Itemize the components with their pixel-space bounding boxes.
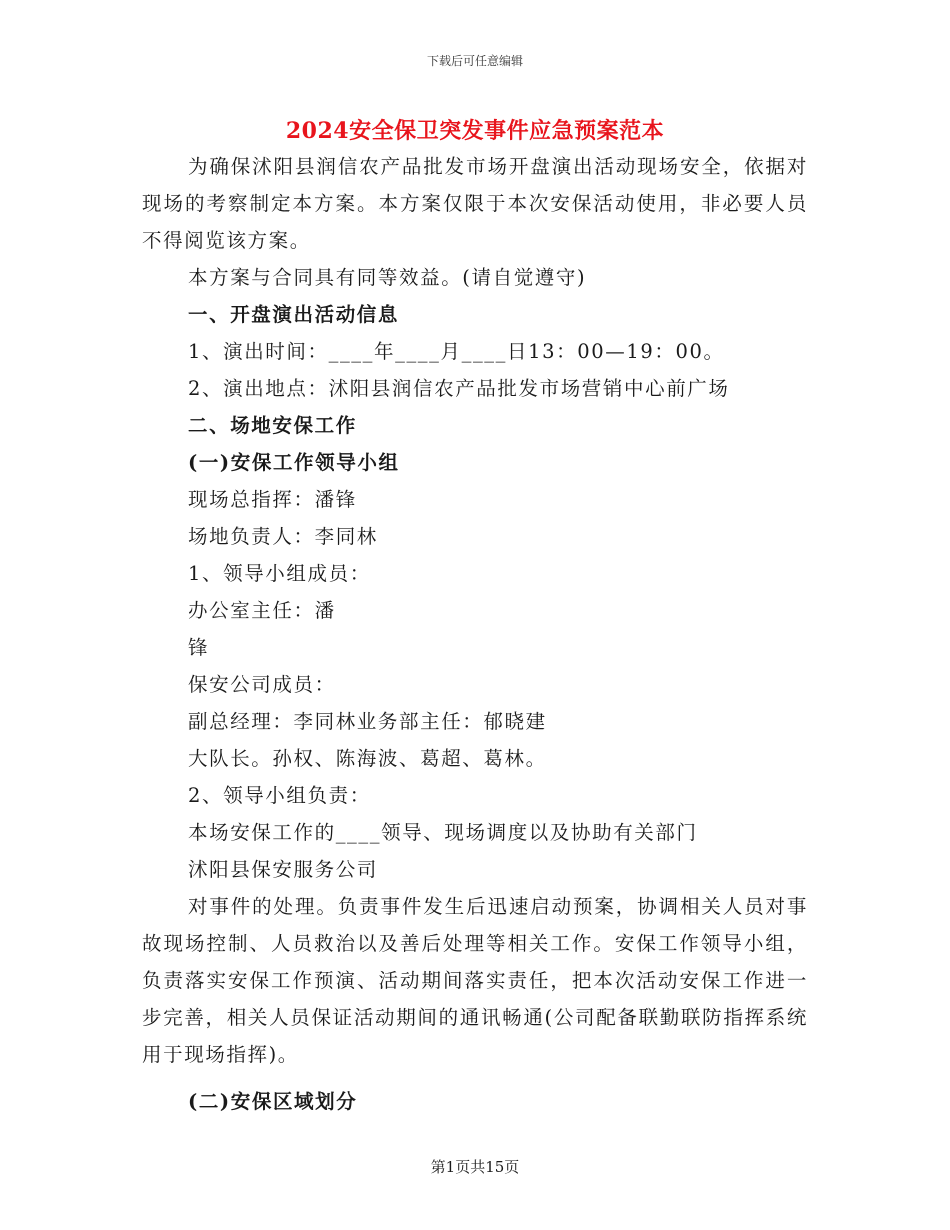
subsection-heading-zones: (二)安保区域划分	[188, 1090, 358, 1113]
commander-line: 现场总指挥：潘锋	[188, 488, 357, 511]
document-body	[142, 148, 808, 1120]
section-heading-event-info: 一、开盘演出活动信息	[188, 303, 400, 326]
duties-heading: 2、领导小组负责：	[188, 784, 371, 807]
intro-paragraph: 为确保沭阳县润信农产品批发市场开盘演出活动现场安全，依据对现场的考察制定本方案。本方案仅限于本次安保活动使用，非必要人员不得阅览该方案。	[142, 155, 808, 252]
security-members-line: 保安公司成员：	[188, 673, 336, 696]
page-number: 第1页共15页	[430, 1158, 520, 1176]
subsection-heading-leadership-group: (一)安保工作领导小组	[188, 451, 400, 474]
deputy-gm-line: 副总经理：李同林业务部主任：郁晓建	[188, 710, 547, 733]
duties-body-paragraph: 对事件的处理。负责事件发生后迅速启动预案，协调相关人员对事故现场控制、人员救治以及善后处理等相关工作。安保工作领导小组，负责落实安保工作预演、活动期间落实责任，把本次活动安保工作进一步完善，相关人员保证活动期间的通讯畅通(公司配备联勤联防指挥系统用于现场指挥)。	[142, 895, 808, 1066]
office-director-line: 办公室主任：潘	[188, 599, 336, 622]
site-lead-line: 场地负责人：李同林	[188, 525, 378, 548]
company-line: 沭阳县保安服务公司	[188, 858, 378, 881]
office-director-continuation: 锋	[188, 636, 210, 659]
section-heading-site-security: 二、场地安保工作	[188, 414, 357, 437]
validity-paragraph: 本方案与合同具有同等效益。(请自觉遵守)	[188, 266, 587, 289]
duties-line: 本场安保工作的____领导、现场调度以及协助有关部门	[188, 821, 698, 844]
event-time-item: 1、演出时间：____年____月____日13：00—19：00。	[188, 340, 725, 363]
event-location-item: 2、演出地点：沭阳县润信农产品批发市场营销中心前广场	[188, 377, 730, 400]
captains-line: 大队长。孙权、陈海波、葛超、葛林。	[188, 747, 547, 770]
header-note: 下载后可任意编辑	[426, 54, 523, 68]
members-heading: 1、领导小组成员：	[188, 562, 371, 585]
document-title: 2024安全保卫突发事件应急预案范本	[285, 118, 665, 144]
